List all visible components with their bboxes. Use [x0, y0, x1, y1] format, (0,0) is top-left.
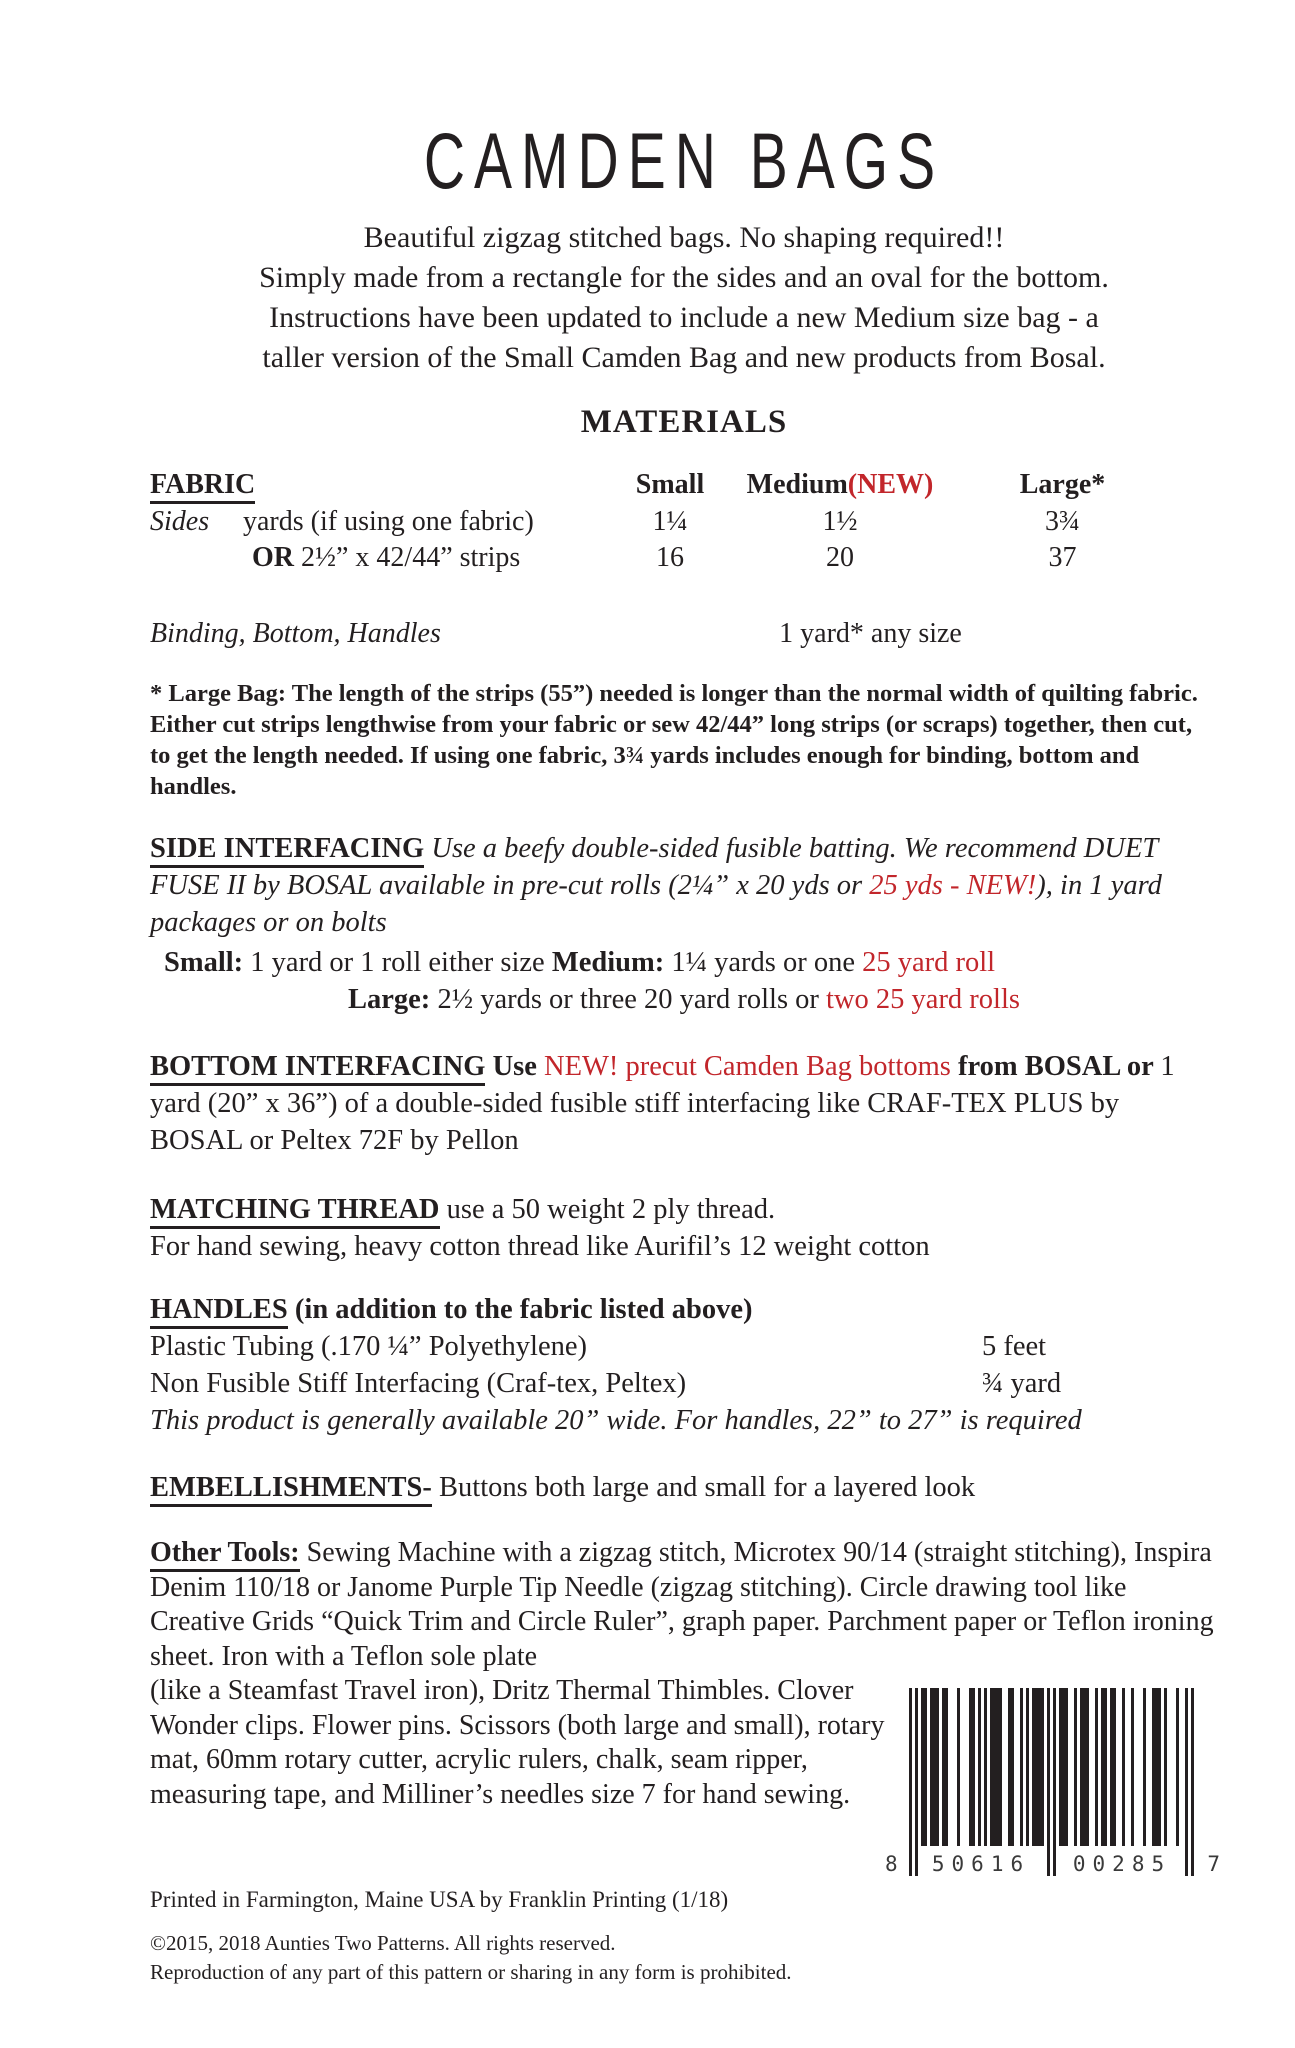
table-row-strips-label: [150, 540, 615, 576]
copyright-line: ©2015, 2018 Aunties Two Patterns. All rights reserved.: [150, 1931, 616, 1955]
large-size-text: 2½ yards or three 20 yard rolls or: [430, 984, 827, 1015]
barcode-right-group-box: [1059, 1846, 1185, 1876]
handles-heading-suffix: (in addition to the fabric listed above): [287, 1294, 753, 1325]
medium-size-red-text: 25 yard roll: [862, 947, 996, 978]
sides-desc: yards (if using one fabric): [243, 506, 534, 537]
matching-thread-text: use a 50 weight 2 ply thread.: [439, 1194, 776, 1225]
handles-section: [150, 1291, 1218, 1439]
strips-large-value: 37: [1048, 542, 1077, 573]
small-size-label: Small:: [164, 947, 244, 978]
embellishments-section: [150, 1469, 1218, 1506]
other-tools-text-beside: (like a Steamfast Travel iron), Dritz Thermal Thimbles. Clover Wonder clips. Flower pins. Scissors (both large and small), rotary mat, 60mm rotary cutter, acrylic rulers, chalk, seam ripper, measuring tape, and Milliner’s needles size 7 for hand sewing.: [150, 1675, 885, 1810]
other-tools-wrap-row: [150, 1674, 1218, 1876]
handles-heading: HANDLES: [150, 1294, 288, 1329]
barcode-left-group-box: [918, 1846, 1044, 1876]
binding-row: [150, 616, 1218, 652]
pattern-back-cover: [150, 0, 1218, 1987]
barcode-right-group: 00285: [1072, 1852, 1172, 1876]
stiff-interfacing-item: Non Fusible Stiff Interfacing (Craf-tex, Peltex): [150, 1368, 687, 1399]
side-interfacing-large: [150, 981, 1218, 1018]
medium-size-text: 1¼ yards or one: [664, 947, 863, 978]
side-interfacing-small-medium: [150, 944, 1218, 981]
bottom-use-label: Use: [485, 1051, 545, 1082]
medium-label: Medium: [746, 469, 848, 500]
copyright-block: [150, 1929, 1218, 1987]
strips-medium-value: 20: [826, 542, 854, 573]
handles-note: This product is generally available 20” wide. For handles, 22” to 27” is required: [150, 1405, 1082, 1436]
barcode-left-group: 50616: [931, 1852, 1031, 1876]
large-column-header: Large*: [1019, 469, 1106, 500]
other-tools-heading: Other Tools:: [150, 1537, 300, 1572]
materials-table: [150, 467, 1218, 576]
large-bag-footnote: * Large Bag: The length of the strips (55”) needed is longer than the normal width of quilting fabric. Either cut strips lengthwise from your fabric or sew 42/44” long strips (or scraps) together, then cut, to get the length needed. If using one fabric, 3¾ yards includes enough for binding, bottom and handles.: [150, 680, 1204, 800]
materials-heading: MATERIALS: [580, 404, 788, 440]
medium-size-label: Medium:: [551, 947, 665, 978]
handles-row-tubing: [150, 1328, 1218, 1365]
small-size-text: 1 yard or 1 roll either size: [243, 947, 552, 978]
sides-small-value: 1¼: [652, 506, 688, 537]
sides-label: Sides: [150, 506, 210, 537]
fabric-header-cell: [150, 467, 615, 504]
side-interfacing-desc-new: 25 yds - NEW!: [869, 870, 1037, 901]
tubing-qty: 5 feet: [982, 1331, 1047, 1362]
upc-barcode: [885, 1688, 1220, 1876]
large-size-label: Large:: [348, 984, 431, 1015]
table-row-sides-label: [150, 504, 615, 540]
other-tools-section: [150, 1536, 1218, 1876]
binding-label: Binding, Bottom, Handles: [150, 618, 441, 649]
fabric-column-header: FABRIC: [150, 470, 255, 504]
matching-thread-section: [150, 1191, 1218, 1265]
title-block: [150, 0, 1218, 207]
reproduction-line: Reproduction of any part of this pattern or sharing in any form is prohibited.: [150, 1960, 792, 1984]
side-interfacing-heading: SIDE INTERFACING: [150, 833, 424, 868]
embellishments-text: Buttons both large and small for a layered look: [431, 1472, 976, 1503]
embellishments-heading: EMBELLISHMENTS-: [150, 1472, 432, 1507]
binding-value: 1 yard* any size: [779, 618, 962, 649]
side-interfacing-section: [150, 830, 1218, 1018]
matching-thread-text-2: For hand sewing, heavy cotton thread like Aurifil’s 12 weight cotton: [150, 1231, 930, 1262]
small-column-header: Small: [635, 469, 705, 500]
handles-row-interfacing: [150, 1365, 1218, 1402]
stiff-interfacing-qty: ¾ yard: [982, 1368, 1062, 1399]
bottom-bosal-text: from BOSAL or: [957, 1051, 1161, 1082]
strips-desc: 2½” x 42/44” strips: [294, 542, 521, 573]
side-interfacing-desc: Use a beefy double-sided fusible batting. We recommend DUET FUSE II by BOSAL available in pre-cut rolls (2¼” x 20 yds or: [150, 833, 1158, 901]
large-size-red-text: two 25 yard rolls: [826, 984, 1020, 1015]
barcode-check-digit: 7: [1207, 1852, 1220, 1876]
or-label: OR: [252, 542, 294, 573]
other-tools-paragraph: [150, 1536, 1218, 1674]
strips-small-value: 16: [656, 542, 684, 573]
intro-paragraph: Beautiful zigzag stitched bags. No shaping required!! Simply made from a rectangle for the sides and an oval for the bottom. Instructions have been updated to include a new Medium size bag - a taller version of the Small Camden Bag and new products from Bosal.: [259, 221, 1109, 374]
barcode-system-digit: 8: [885, 1852, 898, 1876]
bottom-interfacing-heading: BOTTOM INTERFACING: [150, 1051, 485, 1086]
printed-in-line: Printed in Farmington, Maine USA by Franklin Printing (1/18): [150, 1887, 729, 1912]
handles-heading-line: [150, 1291, 1218, 1328]
sides-large-value: 3¾: [1045, 506, 1080, 537]
medium-new-badge: (NEW): [847, 469, 934, 500]
tubing-item: Plastic Tubing (.170 ¼” Polyethylene): [150, 1331, 587, 1362]
bottom-interfacing-text: 1 yard (20” x 36”) of a double-sided fusible stiff interfacing like CRAF-TEX PLUS by BOSAL or Peltex 72F by Pellon: [150, 1051, 1175, 1156]
side-interfacing-desc-end: ), in 1 yard packages or on bolts: [150, 870, 1162, 938]
bottom-new-text: NEW! precut Camden Bag bottoms: [544, 1051, 958, 1082]
page-title: CAMDEN BAGS: [423, 117, 945, 207]
other-tools-text: Sewing Machine with a zigzag stitch, Microtex 90/14 (straight stitching), Inspira Denim 110/18 or Janome Purple Tip Needle (zigzag stitching). Circle drawing tool like Creative Grids “Quick Trim and Circle Ruler”, graph paper. Parchment paper or Teflon ironing sheet. Iron with a Teflon sole plate: [150, 1537, 1214, 1672]
medium-column-header: [725, 467, 955, 504]
bottom-interfacing-section: [150, 1048, 1218, 1159]
sides-medium-value: 1½: [822, 506, 858, 537]
matching-thread-heading: MATCHING THREAD: [150, 1194, 440, 1229]
